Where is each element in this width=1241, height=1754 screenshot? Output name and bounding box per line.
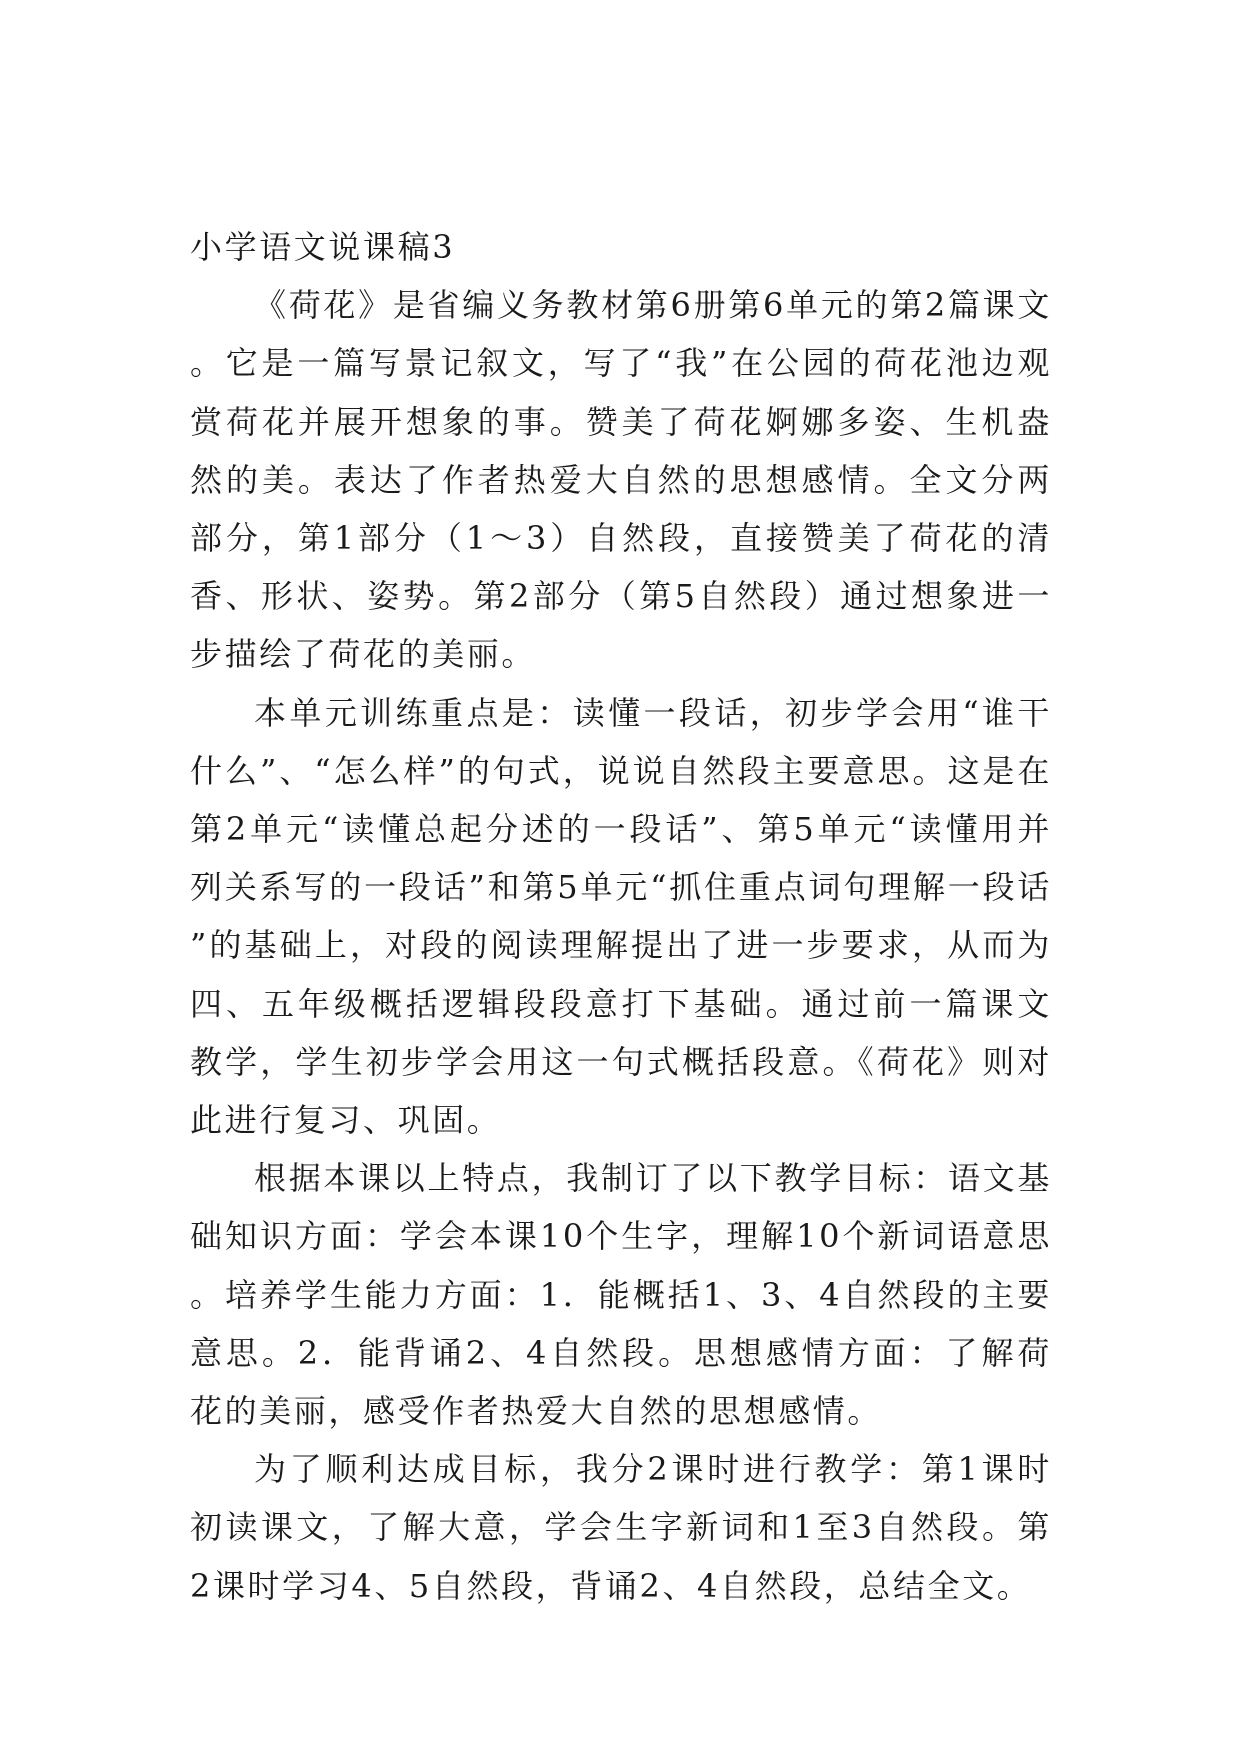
- document-title: 小学语文说课稿3: [190, 228, 456, 266]
- paragraph-intro: 《荷花》是省编义务教材第6册第6单元的第2篇课文。它是一篇写景记叙文，写了“我”在公园的荷花池边观赏荷花并展开想象的事。赞美了荷花婀娜多姿、生机盎然的美。表达了作者热爱大自然的思想感情。全文分两部分，第1部分（1～3）自然段，直接赞美了荷花的清香、形状、姿势。第2部分（第5自然段）通过想象进一步描绘了荷花的美丽。: [190, 286, 1052, 674]
- paragraph-teaching-goals: 根据本课以上特点，我制订了以下教学目标：语文基础知识方面：学会本课10个生字，理解10个新词语意思。培养学生能力方面：1．能概括1、3、4自然段的主要意思。2．能背诵2、4自然段。思想感情方面：了解荷花的美丽，感受作者热爱大自然的思想感情。: [190, 1159, 1052, 1431]
- paragraph-training-focus: 本单元训练重点是：读懂一段话，初步学会用“谁干什么”、“怎么样”的句式，说说自然段主要意思。这是在第2单元“读懂总起分述的一段话”、第5单元“读懂用并列关系写的一段话”和第5单元“抓住重点词句理解一段话”的基础上，对段的阅读理解提出了进一步要求，从而为四、五年级概括逻辑段段意打下基础。通过前一篇课文教学，学生初步学会用这一句式概括段意。《荷花》则对此进行复习、巩固。: [190, 693, 1052, 1140]
- paragraph-lesson-plan: 为了顺利达成目标，我分2课时进行教学：第1课时初读课文，了解大意，学会生字新词和1至3自然段。第2课时学习4、5自然段，背诵2、4自然段，总结全文。: [190, 1450, 1052, 1605]
- document-body: [190, 218, 1052, 1615]
